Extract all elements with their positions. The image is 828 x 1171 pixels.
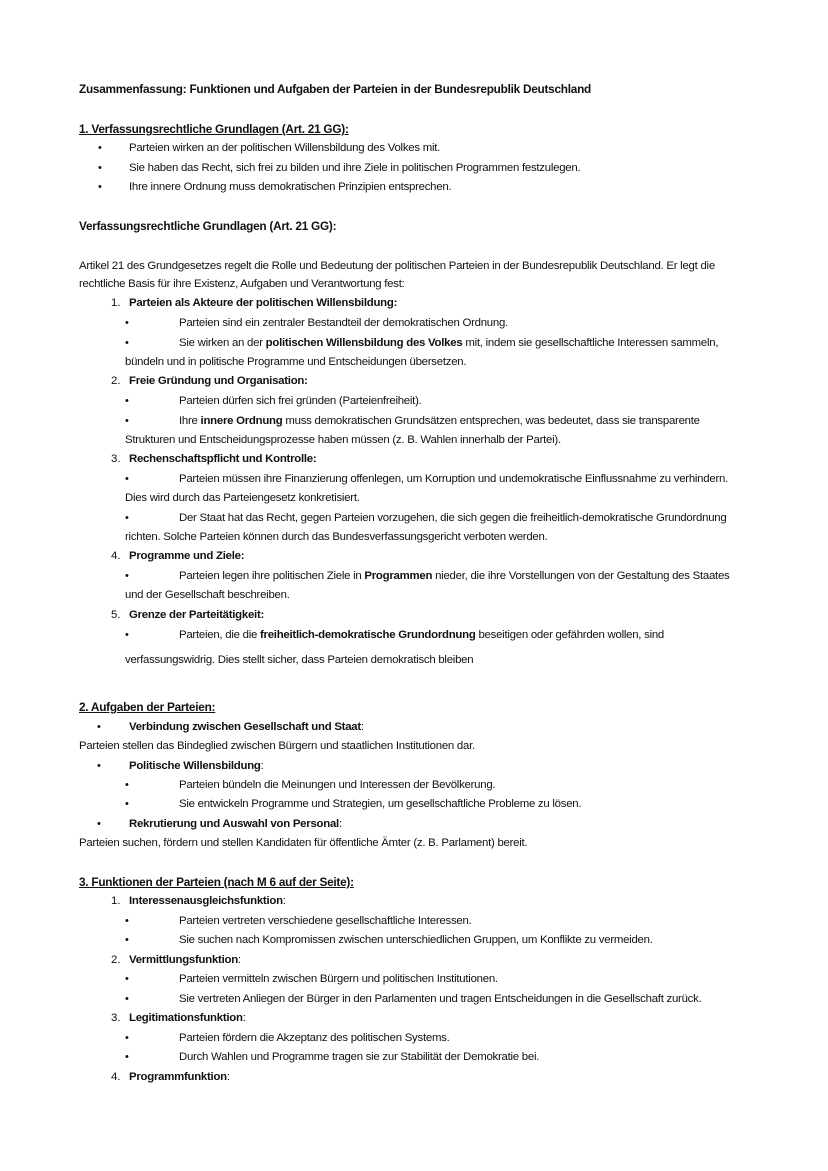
task2-item-1: Parteien bündeln die Meinungen und Interessen der Bevölkerung.	[179, 779, 496, 791]
bullet-marker: •	[125, 973, 129, 985]
function4-heading: Programmfunktion:	[129, 1071, 230, 1083]
function3-item-2: Durch Wahlen und Programme tragen sie zur Stabilität der Demokratie bei.	[179, 1051, 540, 1063]
section1-item-1: Parteien wirken an der politischen Willensbildung des Volkes mit.	[129, 142, 441, 154]
section2-heading: Verfassungsrechtliche Grundlagen (Art. 21 GG):	[79, 219, 337, 233]
point3-item-1-cont: Dies wird durch das Parteiengesetz konkretisiert.	[125, 492, 360, 504]
section1-item-2: Sie haben das Recht, sich frei zu bilden und ihre Ziele in politischen Programmen festzulegen.	[129, 162, 581, 174]
bullet-marker: •	[125, 395, 129, 407]
document-title: Zusammenfassung: Funktionen und Aufgaben der Parteien in der Bundesrepublik Deutschland	[79, 82, 592, 96]
list-number: 2.	[111, 375, 121, 387]
point1-item-2: Sie wirken an der politischen Willensbildung des Volkes mit, indem sie gesellschaftliche Interessen sammeln,	[179, 337, 719, 349]
function3-heading: Legitimationsfunktion:	[129, 1012, 246, 1024]
section2-intro-line-2: rechtliche Basis für ihre Existenz, Aufgaben und Verantwortung fest:	[79, 278, 405, 290]
function2-item-1: Parteien vermitteln zwischen Bürgern und politischen Institutionen.	[179, 973, 498, 985]
section1-heading: 1. Verfassungsrechtliche Grundlagen (Art. 21 GG):	[79, 122, 349, 136]
bullet-marker: •	[97, 721, 101, 733]
list-number: 1.	[111, 895, 121, 907]
bullet-marker: •	[125, 415, 129, 427]
point1-item-2-cont: bündeln und in politische Programme und Entscheidungen übersetzen.	[125, 356, 467, 368]
section1-item-3: Ihre innere Ordnung muss demokratischen Prinzipien entsprechen.	[129, 181, 452, 193]
point1-item-1: Parteien sind ein zentraler Bestandteil der demokratischen Ordnung.	[179, 317, 508, 329]
list-number: 3.	[111, 1012, 121, 1024]
bullet-marker: •	[125, 1051, 129, 1063]
bullet-marker: •	[125, 915, 129, 927]
point3-item-2: Der Staat hat das Recht, gegen Parteien vorzugehen, die sich gegen die freiheitlich-demokratische Grundordnung	[179, 512, 727, 524]
point3-item-2-cont: richten. Solche Parteien können durch das Bundesverfassungsgericht verboten werden.	[125, 531, 548, 543]
function1-item-1: Parteien vertreten verschiedene gesellschaftliche Interessen.	[179, 915, 472, 927]
bullet-marker: •	[98, 142, 102, 154]
task1-text: Parteien stellen das Bindeglied zwischen Bürgern und staatlichen Institutionen dar.	[79, 740, 475, 752]
point2-item-1: Parteien dürfen sich frei gründen (Parteienfreiheit).	[179, 395, 422, 407]
function1-item-2: Sie suchen nach Kompromissen zwischen unterschiedlichen Gruppen, um Konflikte zu vermeiden.	[179, 934, 653, 946]
point4-item-1: Parteien legen ihre politischen Ziele in Programmen nieder, die ihre Vorstellungen von der Gestaltung des Staates	[179, 570, 730, 582]
list-number: 2.	[111, 954, 121, 966]
list-number: 4.	[111, 1071, 121, 1083]
point1-heading: Parteien als Akteure der politischen Willensbildung:	[129, 297, 398, 309]
list-number: 1.	[111, 297, 121, 309]
point5-item-1: Parteien, die die freiheitlich-demokratische Grundordnung beseitigen oder gefährden wollen, sind	[179, 629, 665, 641]
bullet-marker: •	[125, 779, 129, 791]
point2-item-2-cont: Strukturen und Entscheidungsprozesse haben müssen (z. B. Wahlen innerhalb der Partei).	[125, 434, 561, 446]
bullet-marker: •	[125, 570, 129, 582]
bullet-marker: •	[125, 798, 129, 810]
point4-heading: Programme und Ziele:	[129, 550, 245, 562]
bullet-marker: •	[125, 993, 129, 1005]
bullet-marker: •	[125, 337, 129, 349]
bullet-marker: •	[97, 760, 101, 772]
function1-heading: Interessenausgleichsfunktion:	[129, 895, 286, 907]
function3-item-1: Parteien fördern die Akzeptanz des politischen Systems.	[179, 1032, 450, 1044]
task3-heading: Rekrutierung und Auswahl von Personal:	[129, 818, 342, 830]
point3-heading: Rechenschaftspflicht und Kontrolle:	[129, 453, 317, 465]
task2-item-2: Sie entwickeln Programme und Strategien, um gesellschaftliche Probleme zu lösen.	[179, 798, 582, 810]
function2-item-2: Sie vertreten Anliegen der Bürger in den Parlamenten und tragen Entscheidungen in die Gesellschaft zurück.	[179, 993, 702, 1005]
point2-heading: Freie Gründung und Organisation:	[129, 375, 308, 387]
section2-intro-line-1: Artikel 21 des Grundgesetzes regelt die Rolle und Bedeutung der politischen Parteien in der Bundesrepublik Deutschland. Er legt die	[79, 260, 715, 272]
list-number: 5.	[111, 609, 121, 621]
bullet-marker: •	[97, 818, 101, 830]
bullet-marker: •	[98, 162, 102, 174]
bullet-marker: •	[125, 473, 129, 485]
point2-item-2: Ihre innere Ordnung muss demokratischen Grundsätzen entsprechen, was bedeutet, dass sie transparente	[179, 415, 700, 427]
bullet-marker: •	[125, 512, 129, 524]
section4-heading: 3. Funktionen der Parteien (nach M 6 auf der Seite):	[79, 875, 354, 889]
point5-item-1-cont: verfassungswidrig. Dies stellt sicher, dass Parteien demokratisch bleiben	[125, 654, 474, 666]
task1-heading: Verbindung zwischen Gesellschaft und Staat:	[129, 721, 364, 733]
point5-heading: Grenze der Parteitätigkeit:	[129, 609, 265, 621]
bullet-marker: •	[125, 629, 129, 641]
bullet-marker: •	[125, 1032, 129, 1044]
bullet-marker: •	[125, 934, 129, 946]
section3-heading: 2. Aufgaben der Parteien:	[79, 700, 216, 714]
function2-heading: Vermittlungsfunktion:	[129, 954, 241, 966]
task2-heading: Politische Willensbildung:	[129, 760, 264, 772]
task3-text: Parteien suchen, fördern und stellen Kandidaten für öffentliche Ämter (z. B. Parlament) bereit.	[79, 837, 528, 849]
point4-item-1-cont: und der Gesellschaft beschreiben.	[125, 589, 290, 601]
point3-item-1: Parteien müssen ihre Finanzierung offenlegen, um Korruption und undemokratische Einflussnahme zu verhindern.	[179, 473, 728, 485]
bullet-marker: •	[98, 181, 102, 193]
list-number: 3.	[111, 453, 121, 465]
list-number: 4.	[111, 550, 121, 562]
bullet-marker: •	[125, 317, 129, 329]
